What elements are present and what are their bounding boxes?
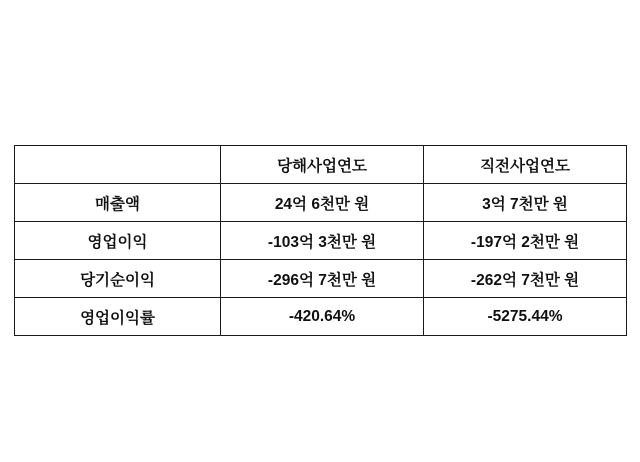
cell-operating-margin-previous: -5275.44% xyxy=(424,298,627,336)
table-row xyxy=(15,260,627,298)
row-label-operating-margin: 영업이익률 xyxy=(15,298,221,336)
cell-revenue-current: 24억 6천만 원 xyxy=(221,184,424,222)
row-label-net-income: 당기순이익 xyxy=(15,260,221,298)
column-header-previous-year: 직전사업연도 xyxy=(424,146,627,184)
cell-operating-margin-current: -420.64% xyxy=(221,298,424,336)
cell-revenue-previous: 3억 7천만 원 xyxy=(424,184,627,222)
cell-net-income-current: -296억 7천만 원 xyxy=(221,260,424,298)
cell-operating-profit-previous: -197억 2천만 원 xyxy=(424,222,627,260)
row-label-revenue: 매출액 xyxy=(15,184,221,222)
cell-operating-profit-current: -103억 3천만 원 xyxy=(221,222,424,260)
table-corner-cell xyxy=(15,146,221,184)
row-label-operating-profit: 영업이익 xyxy=(15,222,221,260)
table-row xyxy=(15,184,627,222)
table-header-row xyxy=(15,146,627,184)
column-header-current-year: 당해사업연도 xyxy=(221,146,424,184)
table-row xyxy=(15,298,627,336)
financial-table-container xyxy=(14,145,626,336)
table-row xyxy=(15,222,627,260)
cell-net-income-previous: -262억 7천만 원 xyxy=(424,260,627,298)
financial-summary-table xyxy=(14,145,627,336)
